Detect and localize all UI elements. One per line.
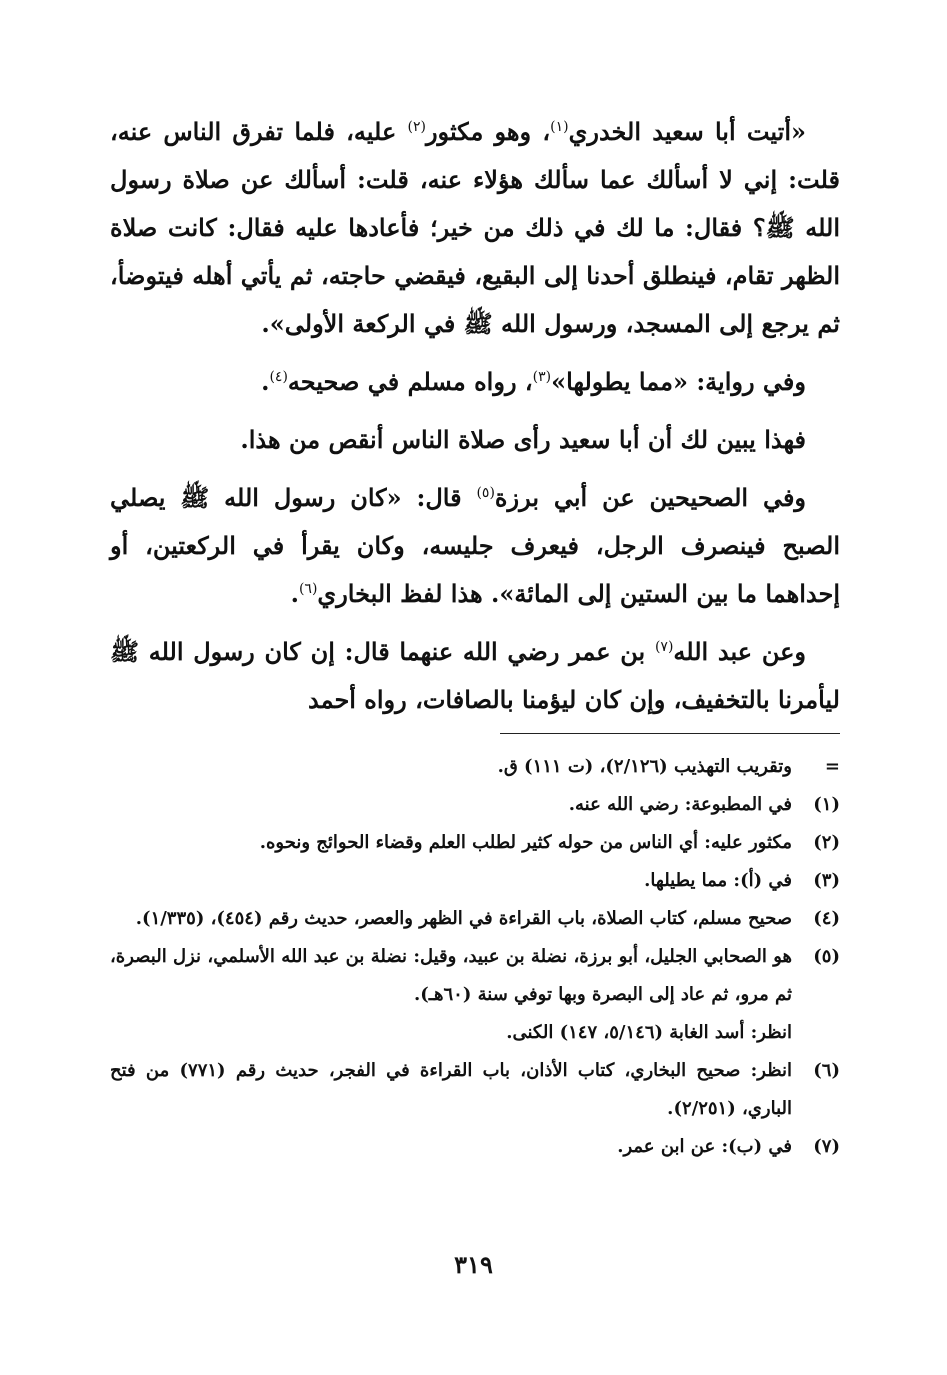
footnote-text: في (أ): مما يطيلها. <box>644 870 792 891</box>
footnote-text: صحيح مسلم، كتاب الصلاة، باب القراءة في الظهر والعصر، حديث رقم (٤٥٤)، (١/٣٣٥). <box>135 908 792 929</box>
paragraph-2 <box>110 358 840 406</box>
footnote-separator <box>500 733 840 734</box>
footnote-ref-4: (٤) <box>269 369 288 385</box>
text-run: . <box>290 579 299 608</box>
footnote-text: انظر: صحيح البخاري، كتاب الأذان، باب القراءة في الفجر، حديث رقم (٧٧١) من فتح الباري، (٢/٢٥١). <box>110 1060 792 1119</box>
footnote-number: (٣) <box>813 870 840 891</box>
footnote-text: في المطبوعة: رضي الله عنه. <box>568 794 792 815</box>
footnote-5 <box>110 938 840 1014</box>
text-run: ، رواه مسلم في صحيحه <box>287 367 533 396</box>
footnote-ref-1: (١) <box>550 119 569 135</box>
footnote-4 <box>110 900 840 938</box>
footnote-number: (٦) <box>813 1060 840 1081</box>
footnotes <box>110 748 840 1166</box>
footnote-text: مكثور عليه: أي الناس من حوله كثير لطلب العلم وقضاء الحوائج ونحوه. <box>259 832 792 853</box>
continuation-mark: = <box>824 756 840 777</box>
footnote-number: (٢) <box>813 832 840 853</box>
text-run: . <box>261 367 270 396</box>
paragraph-3: فهذا يبين لك أن أبا سعيد رأى صلاة الناس أنقص من هذا. <box>240 425 806 454</box>
footnote-number: (١) <box>813 794 840 815</box>
paragraph-1 <box>110 108 840 348</box>
footnote-text: انظر: أسد الغابة (٥/١٤٦، ١٤٧) الكنى. <box>506 1022 792 1043</box>
footnote-5-continued <box>110 1014 840 1052</box>
text-run: ، وهو مكثور <box>425 117 551 146</box>
footnote-ref-5: (٥) <box>476 485 495 501</box>
text-run: عليه، فلما تفرق الناس عنه، قلت: إني لا أسألك عما سألك هؤلاء عنه، قلت: أسألك عن صلاة رسول الله ﷺ؟ فقال: ما لك في ذلك من خير؛ فأعادها عليه فقال: كانت صلاة الظهر تقام، فينطلق أحدنا إلى البقيع، فيقضي حاجته، ثم يأتي أهله فيتوضأ، ثم يرجع إلى المسجد، ورسول الله ﷺ في الركعة الأولى». <box>110 117 840 338</box>
footnote-ref-2: (٢) <box>407 119 426 135</box>
paragraph-4 <box>110 474 840 618</box>
footnote-7 <box>110 1128 840 1166</box>
paragraph-5 <box>110 628 840 724</box>
page-number: ٣١٩ <box>454 1250 493 1279</box>
text-run: بن عمر رضي الله عنهما قال: إن كان رسول الله ﷺ ليأمرنا بالتخفيف، وإن كان ليؤمنا بالصافات، رواه أحمد <box>110 637 840 714</box>
footnote-ref-7: (٧) <box>654 639 674 655</box>
main-text <box>110 108 840 724</box>
footnote-text: في (ب): عن ابن عمر. <box>617 1136 792 1157</box>
text-run: وفي رواية: «مما يطولها» <box>551 367 806 396</box>
text-run: «أتيت أبا سعيد الخدري <box>568 117 806 146</box>
footnote-ref-6: (٦) <box>298 581 318 597</box>
text-run: قال: «كان رسول الله ﷺ يصلي الصبح فينصرف الرجل، فيعرف جليسه، وكان يقرأ في الركعتين، أو إحداهما ما بين الستين إلى المائة». هذا لفظ البخاري <box>110 483 840 608</box>
footnote-number: (٥) <box>813 946 840 967</box>
footnote-text: هو الصحابي الجليل، أبو برزة، نضلة بن عبيد، وقيل: نضلة بن عبد الله الأسلمي، نزل البصرة، ثم مرو، ثم عاد إلى البصرة وبها توفي سنة (٦٠هـ). <box>110 946 792 1005</box>
footnote-number: (٤) <box>813 908 840 929</box>
footnote-2 <box>110 824 840 862</box>
footnote-continued <box>110 748 840 786</box>
text-run: وعن عبد الله <box>673 637 806 666</box>
footnote-number: (٧) <box>813 1136 840 1157</box>
footnote-3 <box>110 862 840 900</box>
footnote-6 <box>110 1052 840 1128</box>
footnote-text: وتقريب التهذيب (٢/١٢٦)، (ت ١١١) ق. <box>497 756 792 777</box>
footnote-ref-3: (٣) <box>532 369 552 385</box>
footnote-1 <box>110 786 840 824</box>
text-run: وفي الصحيحين عن أبي برزة <box>494 483 807 512</box>
